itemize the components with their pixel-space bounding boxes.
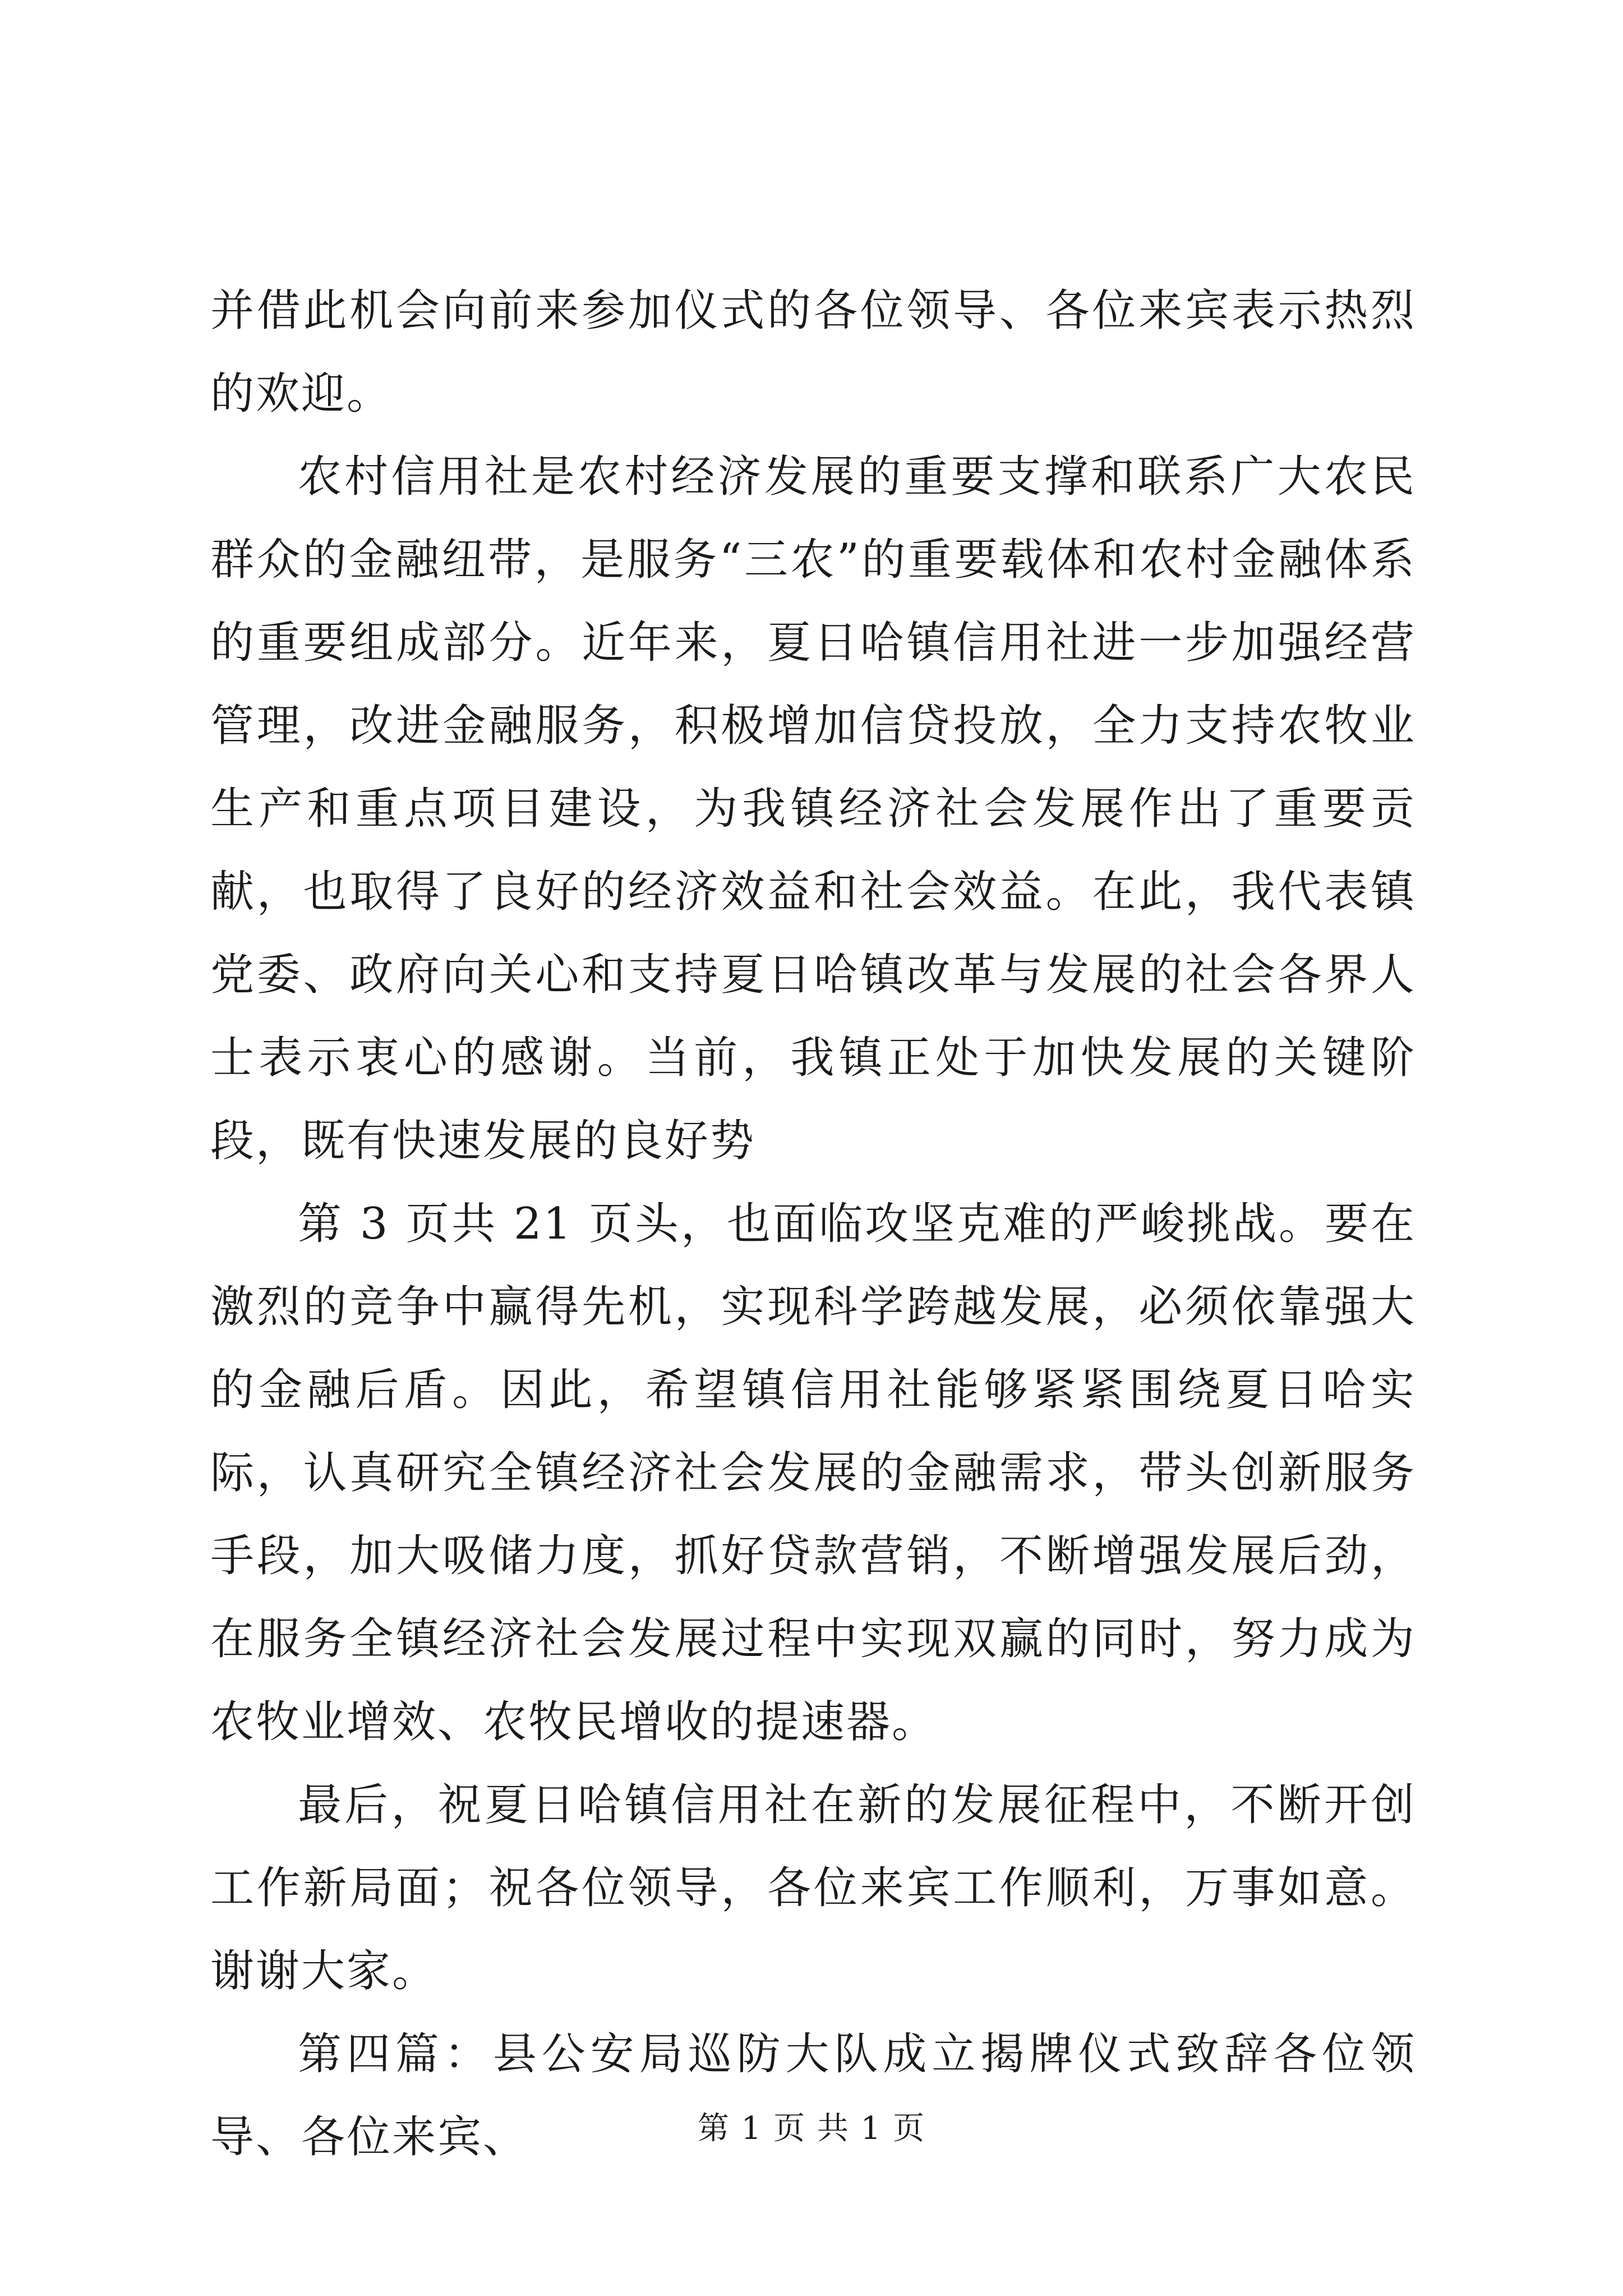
paragraph-challenges-and-hopes: 第 3 页共 21 页头，也面临攻坚克难的严峻挑战。要在激烈的竞争中赢得先机，实现科学跨越发展，必须依靠强大的金融后盾。因此，希望镇信用社能够紧紧围绕夏日哈实际，认真研究全镇经济社会发展的金融需求，带头创新服务手段，加大吸储力度，抓好贷款营销，不断增强发展后劲，在服务全镇经济社会发展过程中实现双赢的同时，努力成为农牧业增效、农牧民增收的提速器。 bbox=[210, 1199, 1416, 1747]
paragraph-closing-wishes: 最后，祝夏日哈镇信用社在新的发展征程中，不断开创工作新局面；祝各位领导，各位来宾工作顺利，万事如意。谢谢大家。 bbox=[210, 1780, 1416, 1996]
paragraph-welcome-continuation: 并借此机会向前来参加仪式的各位领导、各位来宾表示热烈的欢迎。 bbox=[210, 286, 1416, 419]
paragraph-credit-union-role: 农村信用社是农村经济发展的重要支撑和联系广大农民群众的金融纽带，是服务“三农”的重要载体和农村金融体系的重要组成部分。近年来，夏日哈镇信用社进一步加强经营管理，改进金融服务，积极增加信贷投放，全力支持农牧业生产和重点项目建设，为我镇经济社会发展作出了重要贡献，也取得了良好的经济效益和社会效益。在此，我代表镇党委、政府向关心和支持夏日哈镇改革与发展的社会各界人士表示衷心的感谢。当前，我镇正处于加快发展的关键阶段，既有快速发展的良好势 bbox=[210, 452, 1416, 1166]
page-footer: 第 1 页 共 1 页 bbox=[697, 2110, 926, 2147]
paragraph-fourth-article-heading: 第四篇：县公安局巡防大队成立揭牌仪式致辞各位领导、各位来宾、 bbox=[210, 2029, 1416, 2162]
document-body bbox=[210, 269, 1416, 2179]
